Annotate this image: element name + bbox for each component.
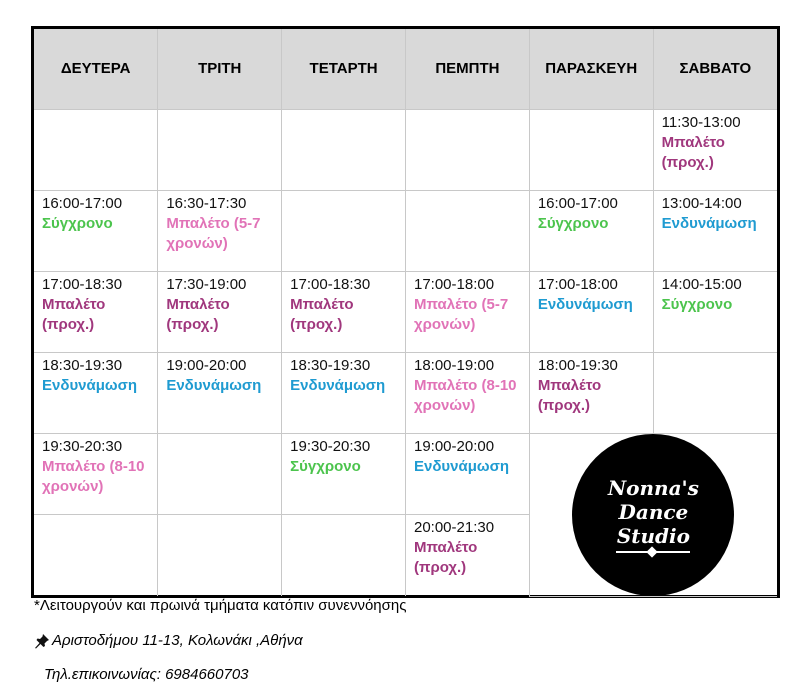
class-time: 17:00-18:30 [42, 275, 123, 293]
class-name: Μπαλέτο (προχ.) [661, 133, 725, 171]
class-slot [653, 190, 777, 271]
class-name: Μπαλέτο (προχ.) [166, 295, 230, 333]
empty-slot [405, 190, 529, 271]
class-slot [405, 271, 529, 352]
class-name: Μπαλέτο (8-10 χρονών) [42, 457, 145, 495]
class-slot [529, 190, 653, 271]
class-slot [282, 352, 406, 433]
empty-slot [34, 109, 158, 190]
day-header: ΤΕΤΑΡΤΗ [282, 29, 406, 109]
schedule-row [34, 190, 777, 271]
class-slot [282, 271, 406, 352]
class-name: Μπαλέτο (5-7 χρονών) [413, 295, 509, 333]
day-header: ΠΕΜΠΤΗ [405, 29, 529, 109]
empty-slot [529, 109, 653, 190]
class-slot [34, 271, 158, 352]
class-time: 11:30-13:00 [661, 113, 741, 131]
studio-logo [572, 434, 734, 596]
schedule-row [34, 433, 777, 515]
class-name: Σύγχρονο [537, 214, 609, 232]
pushpin-icon [34, 633, 50, 649]
class-time: 17:30-19:00 [166, 275, 247, 293]
empty-slot [158, 433, 282, 515]
class-name: Σύγχρονο [661, 295, 733, 313]
empty-slot [653, 352, 777, 433]
class-slot [34, 433, 158, 515]
class-slot [653, 271, 777, 352]
address [34, 632, 303, 649]
address-text: Αριστοδήμου 11-13, Κολωνάκι ,Αθήνα [52, 632, 303, 649]
empty-slot [282, 109, 406, 190]
class-name: Ενδυνάμωση [661, 214, 757, 232]
class-time: 19:00-20:00 [413, 437, 495, 455]
day-header: ΣΑΒΒΑΤΟ [653, 29, 777, 109]
day-header-row [34, 29, 777, 109]
class-time: 14:00-15:00 [661, 275, 742, 293]
class-name: Ενδυνάμωση [166, 376, 262, 394]
class-slot [158, 271, 282, 352]
class-time: 18:00-19:30 [537, 356, 618, 374]
class-name: Μπαλέτο (5-7 χρονών) [166, 214, 261, 252]
empty-slot [34, 515, 158, 597]
class-time: 16:00-17:00 [42, 194, 123, 212]
class-name: Μπαλέτο (προχ.) [290, 295, 354, 333]
class-slot [529, 352, 653, 433]
morning-classes-note: *Λειτουργούν και πρωινά τμήματα κατόπιν συνεννόησης [34, 597, 407, 614]
class-time: 18:00-19:00 [413, 356, 495, 374]
empty-slot [405, 109, 529, 190]
class-slot [529, 271, 653, 352]
class-time: 17:00-18:30 [290, 275, 371, 293]
class-name: Σύγχρονο [290, 457, 361, 475]
day-header: ΔΕΥΤΕΡΑ [34, 29, 158, 109]
empty-slot [282, 190, 406, 271]
class-slot [282, 433, 406, 515]
class-name: Μπαλέτο (προχ.) [42, 295, 106, 333]
logo-cell [529, 433, 777, 596]
class-slot [653, 109, 777, 190]
class-name: Ενδυνάμωση [290, 376, 386, 394]
class-time: 18:30-19:30 [42, 356, 123, 374]
class-time: 13:00-14:00 [661, 194, 742, 212]
schedule-row [34, 109, 777, 190]
day-header: ΤΡΙΤΗ [158, 29, 282, 109]
class-slot [158, 352, 282, 433]
logo-text-line1: Nonna's Dance [607, 476, 699, 524]
class-name: Μπαλέτο (προχ.) [413, 539, 478, 576]
class-name: Ενδυνάμωση [42, 376, 138, 394]
class-slot [34, 352, 158, 433]
empty-slot [158, 109, 282, 190]
class-time: 20:00-21:30 [413, 519, 495, 536]
class-name: Ενδυνάμωση [413, 457, 509, 475]
class-time: 19:00-20:00 [166, 356, 247, 374]
phone-number: Τηλ.επικοινωνίας: 6984660703 [44, 666, 249, 683]
class-name: Ενδυνάμωση [537, 295, 633, 313]
logo-underline [616, 551, 690, 553]
class-name: Σύγχρονο [42, 214, 113, 232]
class-time: 17:00-18:00 [537, 275, 618, 293]
class-slot [158, 190, 282, 271]
class-time: 17:00-18:00 [413, 275, 495, 293]
class-time: 19:30-20:30 [42, 437, 123, 455]
class-name: Μπαλέτο (8-10 χρονών) [413, 376, 517, 414]
class-time: 18:30-19:30 [290, 356, 371, 374]
class-slot [405, 352, 529, 433]
logo-text-line2: Studio [616, 524, 690, 548]
schedule-row [34, 352, 777, 433]
class-slot [405, 433, 529, 515]
empty-slot [282, 515, 406, 597]
empty-slot [158, 515, 282, 597]
class-slot [34, 190, 158, 271]
class-time: 19:30-20:30 [290, 437, 371, 455]
class-name: Μπαλέτο (προχ.) [537, 376, 602, 414]
class-time: 16:30-17:30 [166, 194, 247, 212]
schedule-row [34, 271, 777, 352]
day-header: ΠΑΡΑΣΚΕΥΗ [529, 29, 653, 109]
schedule-table [31, 26, 780, 598]
class-time: 16:00-17:00 [537, 194, 618, 212]
class-slot [405, 515, 529, 597]
